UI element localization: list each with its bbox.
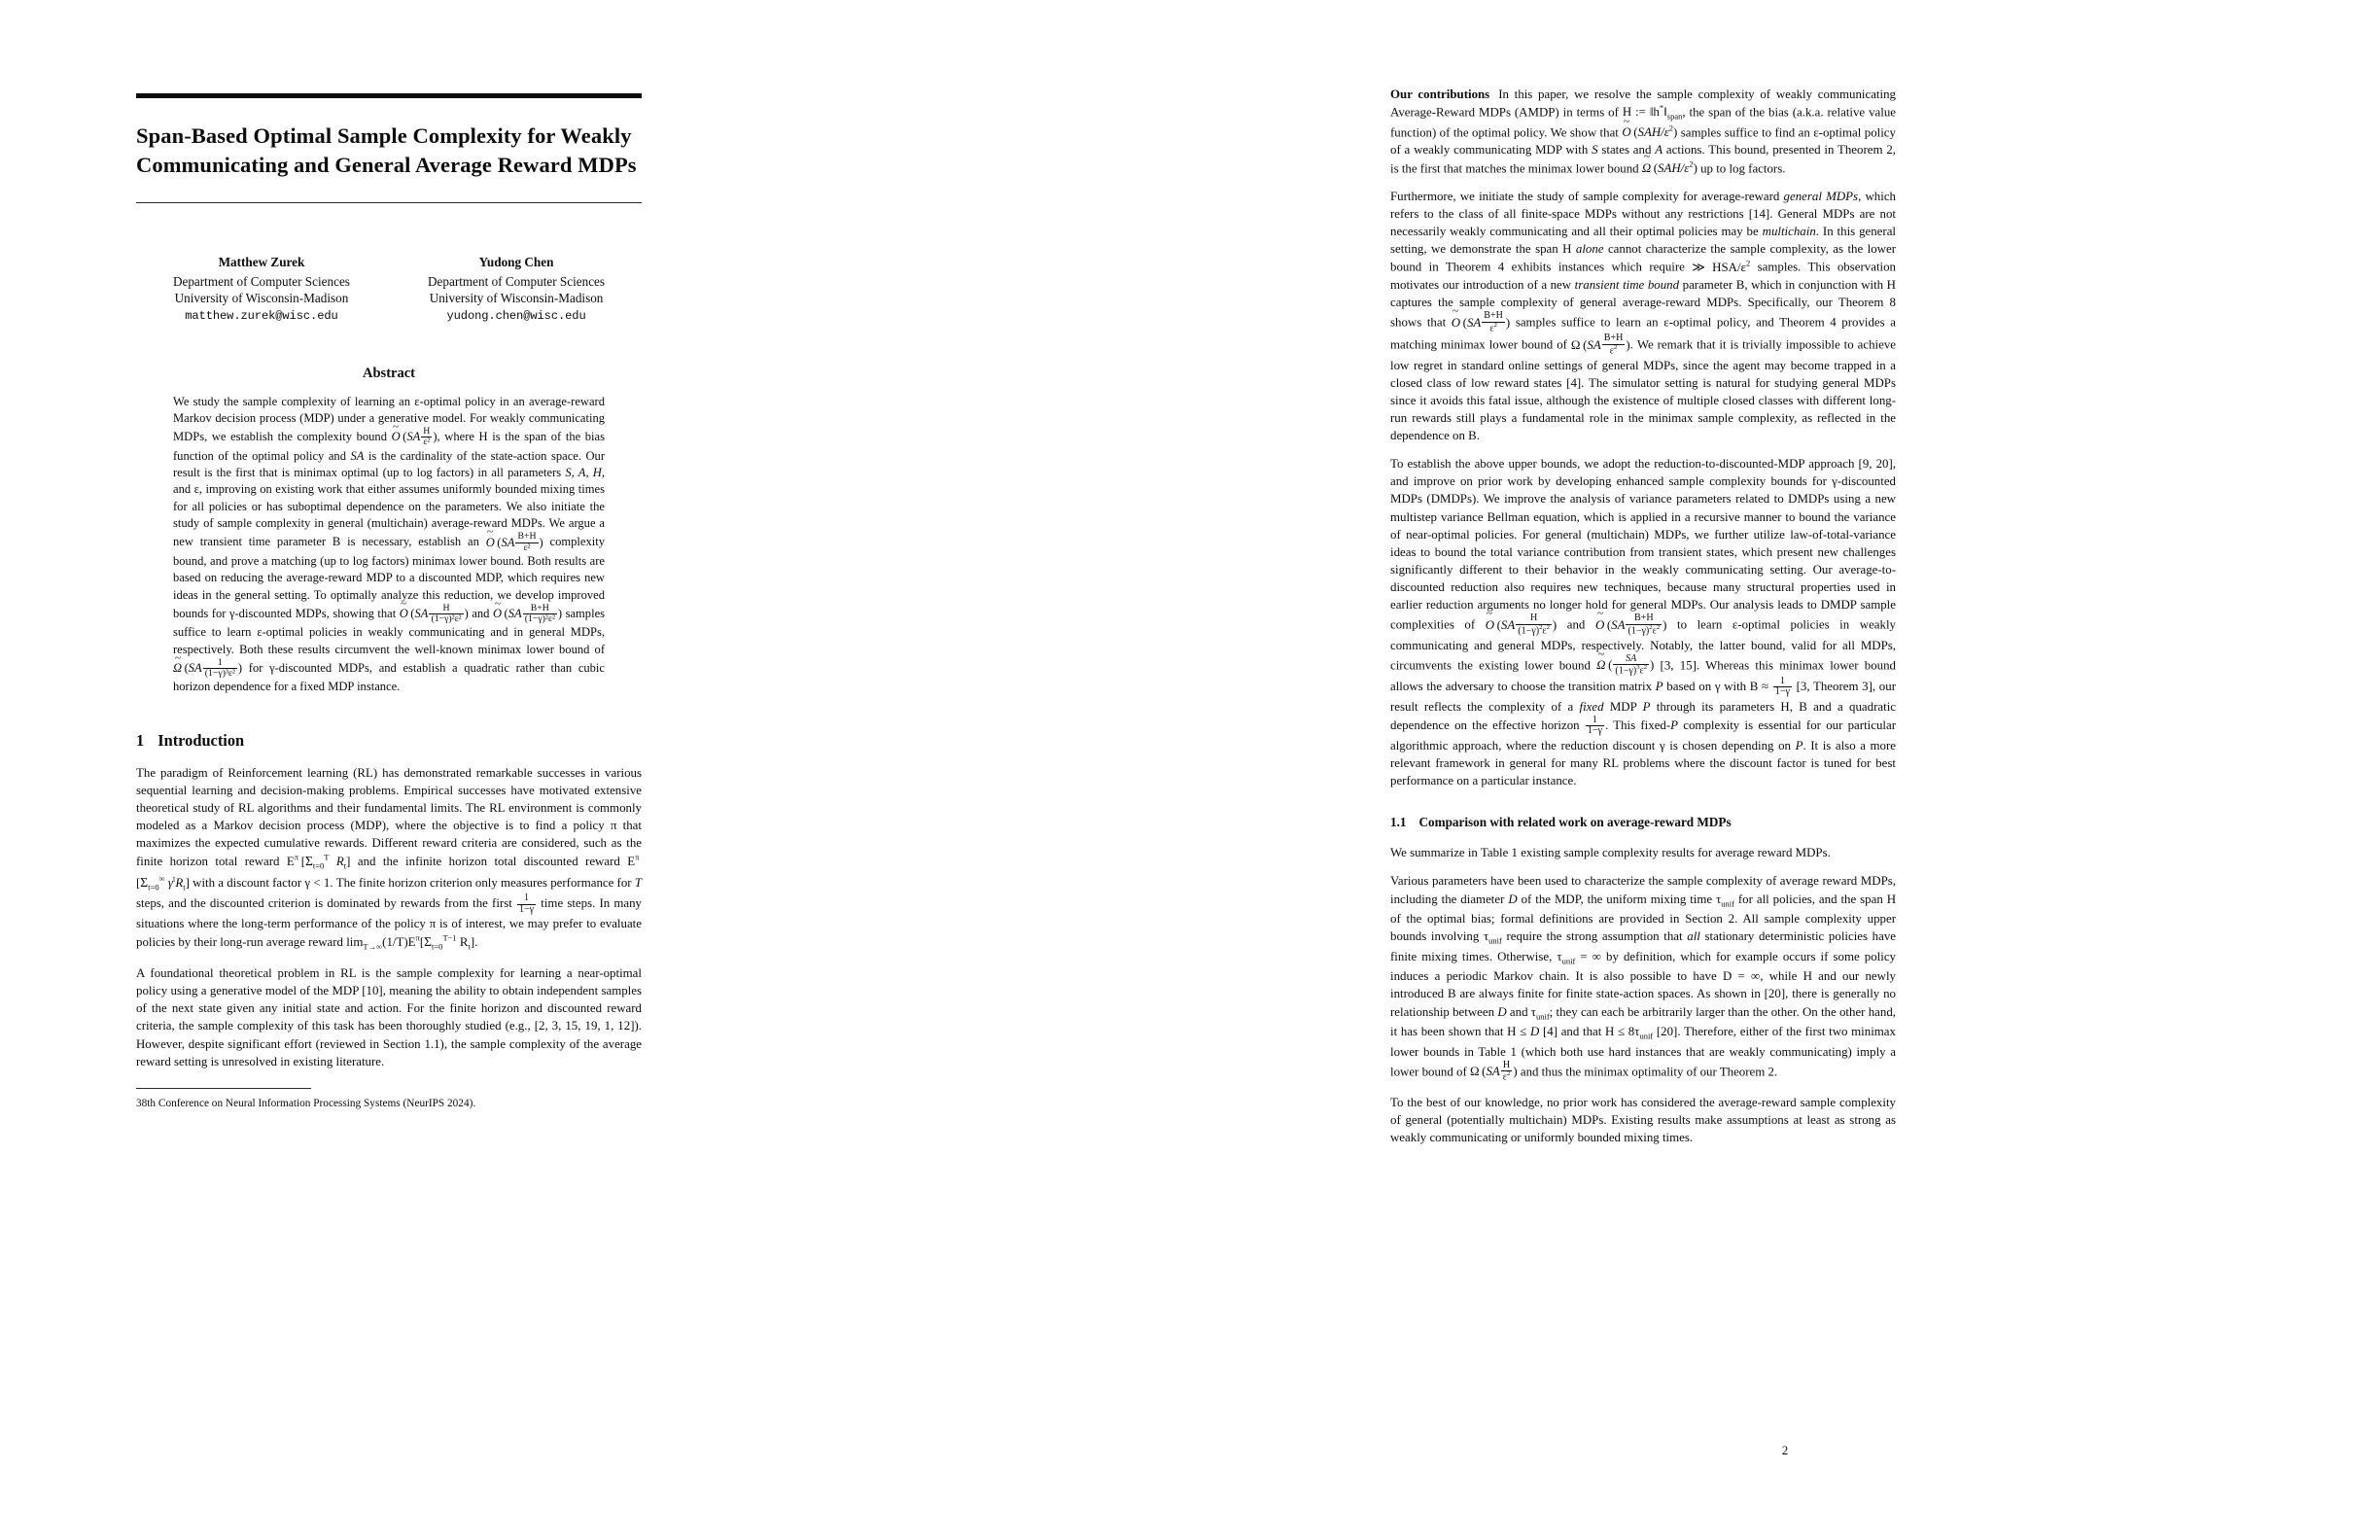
abstract-text: for: [242, 661, 270, 676]
abstract-text: and: [468, 607, 493, 620]
math-epsilon: ε: [257, 625, 262, 640]
abstract-heading: Abstract: [363, 365, 415, 381]
intro-paragraph-2: A foundational theoretical problem in RL is the sample complexity for learning a near-optimal policy using a generative model of the MDP [10], meaning the ability to obtain independent samples of the next state given any initial state and action. For the finite horizon and discounted reward criteria, the sample complexity of this task has been thoroughly studied (e.g., [2, 3, 15, 19, 1, 12]). However, despite significant effort (reviewed in Section 1.1), the sample complexity of the average reward setting is unresolved in existing literature.: [136, 966, 642, 1068]
footnote-rule: [136, 1088, 311, 1089]
author-department: Department of Computer Sciences: [428, 273, 606, 289]
abstract-text: , where H is the span of the bias function of the optimal policy and: [173, 430, 605, 463]
math-gamma: γ: [228, 607, 235, 620]
abstract-text: -optimal policies in weakly communicating and in general MDPs, respectively. Both these results circumvent the well-known minimax lower bound of: [173, 625, 606, 656]
page-title: [136, 122, 642, 181]
abstract-text: We study the sample complexity of learning an: [173, 394, 415, 408]
page-right-content: [1390, 86, 1896, 1157]
author-name: Matthew Zurek: [218, 254, 305, 269]
math-params: S, A, H,: [565, 465, 605, 479]
subsection-number: 1.1: [1390, 815, 1407, 830]
abstract-text: -optimal policy in an average-reward Markov decision process (MDP) under a generative model. For weakly communicating MDPs, we establish the complexity bound: [173, 394, 605, 444]
author-department: Department of Computer Sciences: [172, 273, 350, 289]
multichain-paragraph: To the best of our knowledge, no prior work has considered the average-reward sample complexity of general (potentially multichain) MDPs. Existing results make assumptions at least as strong as weakly communicating or uniformly bounded mixing times.: [1390, 1095, 1896, 1145]
author-2: [399, 254, 634, 325]
author-1: [144, 254, 379, 325]
abstract-body: [173, 394, 605, 696]
abstract-text: -discounted MDPs, showing that: [234, 607, 400, 620]
title-rule-bottom: [136, 202, 642, 203]
math-epsilon: ε: [414, 394, 420, 408]
math-bound-general: ~ O (SA $\frac{B+H}{\text{ε²}}$ ): [486, 536, 543, 549]
math-lower-bound: ~ Ω (SA $\frac{1}{\text{(1−γ)³ε²}}$ ): [173, 661, 242, 675]
abstract-text: complexity bound, and prove a matching (up to log factors) minimax lower bound. Both results are based on reducing the average-reward MDP to a discounted MDP, which requires new ideas in the general setting. To optimally analyze this reduction, we develop improved bounds for: [173, 535, 605, 620]
abstract-text: -discounted MDPs, and establish a quadratic rather than cubic horizon dependence for a fixed MDP instance.: [173, 661, 605, 694]
math-bound-weak: ~ O (SA $\frac{H}{\text{ε²}}$ ): [392, 430, 438, 443]
section-title: Introduction: [158, 730, 245, 750]
math-gamma: γ: [269, 661, 275, 676]
page-left-content: [136, 93, 642, 1110]
author-email[interactable]: matthew.zurek@wisc.edu: [185, 309, 338, 324]
venue-footnote: 38th Conference on Neural Information Processing Systems (NeurIPS 2024).: [136, 1097, 476, 1109]
author-block: [136, 254, 642, 325]
reduction-paragraph: To establish the above upper bounds, we adopt the reduction-to-discounted-MDP approach [9, 20], and improve on prior work by developing enhanced sample complexity bounds for γ-discounted MDPs (DMDPs). We improve the analysis of variance parameters related to DMDPs using a new multistep variance Bellman equation, which is applied in a recursive manner to bound the variance of near-optimal policies. For general (multichain) MDPs, we further utilize law-of-total-variance ideas to bound the total variance contribution from transient states, which present new challenges significantly different to their behavior in the weakly communicating setting. Our average-to-discounted reduction also requires new techniques, because many structural properties used in earlier reduction arguments no longer hold for general MDPs. Our analysis leads to DMDP sample complexities of ~ O (SA $\frac{H}{(1-\gamma)^2\varepsilon^2}$ ) and ~ O (SA $\frac{B+H}{(1-\gamma)^2\varepsilon^2}$ ) to learn ε-optimal policies in weakly communicating and general MDPs, respectively. Notably, the latter bound, valid for all MDPs, circumvents the existing lower bound ~ Ω ( $\frac{SA}{(1-\gamma)^3\varepsilon^2}$ ) [3, 15]. Whereas this minimax lower bound allows the adversary to choose the transition matrix P based on γ with B ≈ $\frac{1}{1-\gamma}$ [3, Theorem 3], our result reflects the complexity of a fixed MDP P through its parameters H, B and a quadratic dependence on the effective horizon $\frac{1}{1-\gamma}$ . This fixed-P complexity is essential for our particular algorithmic approach, where the reduction discount γ is chosen depending on P. It is also a more relevant framework in general for many RL problems where the discount factor is tuned for best performance on a particular instance.: [1390, 455, 1896, 789]
author-university: University of Wisconsin-Madison: [174, 291, 349, 306]
intro-paragraph-1: The paradigm of Reinforcement learning (RL) has demonstrated remarkable successes in various sequential learning and decision-making problems. Empirical successes have motivated extensive theoretical study of RL algorithms and their fundamental limits. The RL environment is commonly modeled as a Markov decision process (MDP), where the objective is to find a policy π that maximizes the expected cumulative rewards. Different reward criteria are considered, such as the finite horizon total reward $E^\pi$ [$\Sigma_{t=0}^T$ $R_t$] and the infinite horizon total discounted reward $E^\pi$ [$\Sigma_{t=0}^\infty$ $\gamma^tR_t$] with a discount factor γ < 1. The finite horizon criterion only measures performance for T steps, and the discounted criterion is dominated by rewards from the first $\frac{1}{1-\gamma}$ time steps. In many situations where the long-term performance of the policy π is of interest, we may prefer to evaluate policies by their long-run average reward $\lim_{T\to\infty}(1/T)E^\pi[\Sigma_{t=0}^{T-1}$ $R_t$].: [136, 765, 643, 953]
abstract-text: is the cardinality of the state-action space. Our result is the first that is minimax optimal (up to log factors) in all parameters: [173, 448, 605, 479]
abstract-text: , improving on existing work that either assumes uniformly bounded mixing times for all policies or has suboptimal dependence on the parameters. We also initiate the study of sample complexity in general (multichain) average-reward MDPs. We argue a new transient time parameter B is necessary, establish an: [173, 482, 605, 549]
page-number: 2: [1781, 1443, 1789, 1457]
math-bound-disc-weak: ~ O (SA $\frac{H}{\text{(1−γ)²ε²}}$ ): [400, 607, 469, 620]
section-heading-introduction: [136, 731, 642, 751]
author-name: Yudong Chen: [478, 254, 554, 269]
abstract-text: and: [173, 482, 194, 497]
parameters-paragraph: Various parameters have been used to characterize the sample complexity of average reward MDPs, including the diameter D of the MDP, the uniform mixing time $\tau_{unif}$ for all policies, and the span H of the optimal bias; formal definitions are provided in Section 2. All sample complexity upper bounds involving $\tau_{unif}$ require the strong assumption that all stationary deterministic policies have finite mixing times. Otherwise, $\tau_{unif}$ = ∞ by definition, which for example occurs if some policy induces a periodic Markov chain. It is also possible to have D = ∞, while H and our newly introduced B are always finite for finite state-action spaces. As shown in [20], there is generally no relationship between D and $\tau_{unif}$; they can each be arbitrarily larger than the other. On the other hand, it has been shown that H ≤ D [4] and that $H \le 8\tau_{unif}$ [20]. Therefore, either of the first two minimax lower bounds in Table 1 (which both use hard instances that are weakly communicating) imply a lower bound of Ω (SA $\frac{H}{\varepsilon^2}$ ) and thus the minimax optimality of our Theorem 2.: [1390, 874, 1897, 1083]
math-SA: SA: [350, 448, 365, 463]
subsection-heading-comparison: [1390, 815, 1896, 830]
page-right: [1190, 0, 2380, 1540]
title-line-1: Span-Based Optimal Sample Complexity for Weakly: [136, 123, 632, 148]
section-number: 1: [136, 730, 145, 750]
general-mdp-paragraph: Furthermore, we initiate the study of sample complexity for average-reward general MDPs, which refers to the class of all finite-space MDPs without any restrictions [14]. General MDPs are not necessarily weakly communicating and all their optimal policies may be multichain. In this general setting, we demonstrate the span H alone cannot characterize the sample complexity, as the lower bound in Theorem 4 exhibits instances which require ≫ HSA/$\varepsilon^2$ samples. This observation motivates our introduction of a new transient time bound parameter B, which in conjunction with H captures the sample complexity of general average-reward MDPs. Specifically, our Theorem 8 shows that ~ O (SA $\frac{B+H}{\varepsilon^2}$ ) samples suffice to learn an ε-optimal policy, and Theorem 4 provides a matching minimax lower bound of Ω (SA $\frac{B+H}{\varepsilon^2}$ ). We remark that it is trivially impossible to achieve low regret in standard online settings of general MDPs, since the agent may become trapped in a closed class of low reward states [4]. The simulator setting is natural for studying general MDPs since it avoids this fatal issue, although the existence of multiple closed classes with different long-run rewards still plays a fundamental role in the minimax sample complexity, as reflected in the dependence on B.: [1390, 188, 1896, 444]
abstract-text: samples suffice to learn: [173, 607, 606, 640]
author-university: University of Wisconsin-Madison: [429, 291, 604, 306]
math-epsilon: ε: [193, 482, 199, 497]
table-summary-paragraph: We summarize in Table 1 existing sample complexity results for average reward MDPs.: [1390, 846, 1831, 860]
title-line-2: Communicating and General Average Reward MDPs: [136, 153, 637, 178]
title-rule-top: [136, 93, 642, 98]
math-bound-disc-general: ~ O (SA $\frac{B+H}{\text{(1−γ)²ε²}}$ ): [493, 607, 562, 620]
contributions-lead: Our contributions: [1390, 88, 1490, 101]
subsection-title: Comparison with related work on average-reward MDPs: [1418, 815, 1732, 830]
contributions-paragraph: Our contributions In this paper, we resolve the sample complexity of weakly communicating Average-Reward MDPs (AMDP) in terms of H := $‖h^*‖_{span}$, the span of the bias (a.k.a. relative value function) of the optimal policy. We show that ~ O $(SAH/\varepsilon^2)$ samples suffice to find an ε-optimal policy of a weakly communicating MDP with S states and A actions. This bound, presented in Theorem 2, is the first that matches the minimax lower bound ~ Ω $(SAH/\varepsilon^2)$ up to log factors.: [1390, 86, 1896, 177]
author-email[interactable]: yudong.chen@wisc.edu: [446, 309, 586, 324]
